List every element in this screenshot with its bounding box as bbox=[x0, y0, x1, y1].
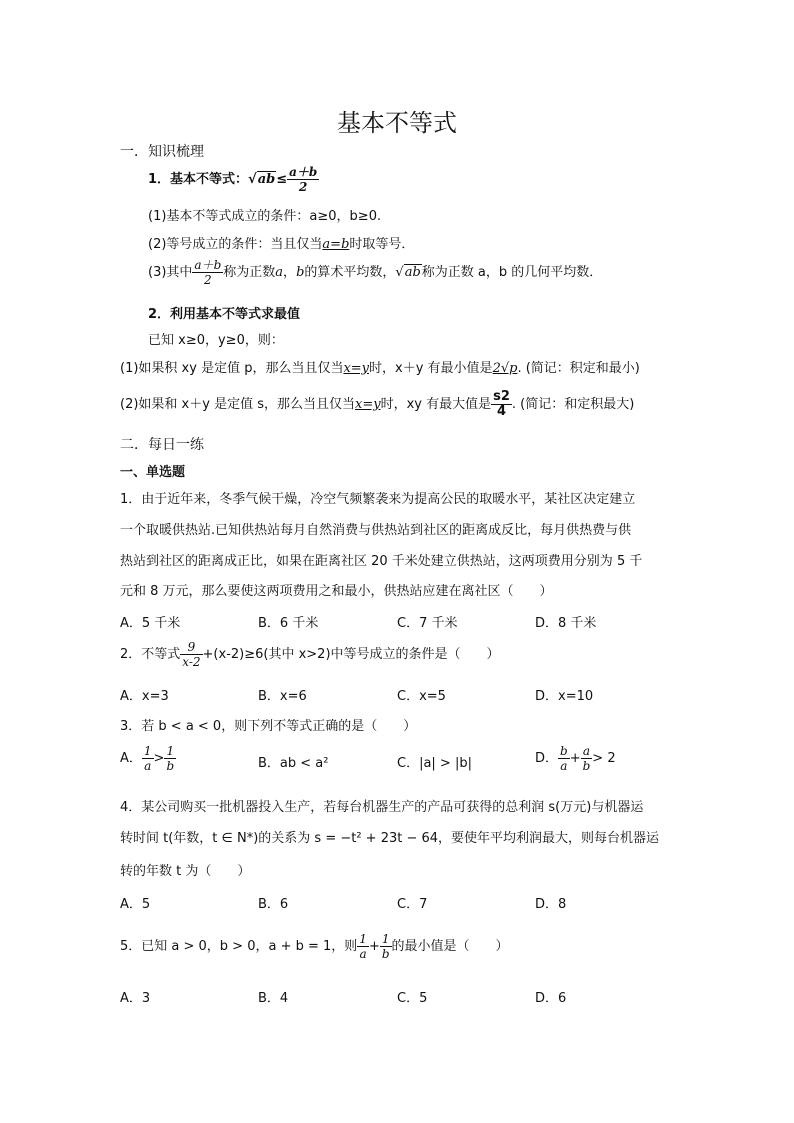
q5-option-b[interactable]: B．4 bbox=[258, 991, 289, 1006]
eq-underline: a=b bbox=[322, 237, 350, 252]
condition-2: (2)等号成立的条件：当且仅当a=b时取等号． bbox=[148, 237, 415, 252]
q1-option-a[interactable]: A．5 千米 bbox=[120, 616, 181, 631]
fraction: $\frac{1}{b}$ bbox=[381, 932, 390, 961]
section2-heading: 二．每日一练 bbox=[120, 437, 204, 453]
sqrt-content: ab bbox=[257, 172, 276, 187]
fraction: $\frac{b}{a}$ bbox=[560, 744, 568, 773]
page-title: 基本不等式 bbox=[337, 109, 457, 137]
q5-stem: 5．已知 a > 0，b > 0，a + b = 1，则 $\frac{1}{a}$ + $\frac{1}{b}$ 的最小值是（ ） bbox=[120, 932, 509, 961]
q1-line-4: 元和 8 万元，那么要使这两项费用之和最小，供热站应建在离社区（ ） bbox=[120, 584, 553, 599]
q1-option-d[interactable]: D．8 千米 bbox=[535, 616, 597, 631]
fraction: $\frac{1}{a}$ bbox=[143, 744, 152, 773]
sqrt-icon: √ bbox=[395, 265, 404, 280]
fraction: $\frac{9}{x-2}$ bbox=[182, 640, 201, 669]
q1-line-1: 1．由于近年来，冬季气候干燥，冷空气频繁袭来为提高公民的取暖水平，某社区决定建立 bbox=[120, 492, 636, 507]
fraction: $\frac{1}{b}$ bbox=[166, 744, 175, 773]
known-condition: 已知 x≥0，y≥0，则： bbox=[148, 333, 284, 348]
q1-line-2: 一个取暖供热站.已知供热站每月自然消费与供热站到社区的距离成反比，每月供热费与供 bbox=[120, 523, 632, 538]
sqrt-icon: √ bbox=[248, 172, 257, 187]
q2-option-b[interactable]: B．x=6 bbox=[258, 689, 307, 704]
q3-option-a[interactable]: A． $\frac{1}{a}$ > $\frac{1}{b}$ bbox=[120, 744, 175, 773]
sqrt-content: ab bbox=[404, 265, 421, 280]
item1-label: 1．基本不等式： bbox=[148, 172, 249, 187]
condition-1: (1)基本不等式成立的条件：a≥0，b≥0. bbox=[148, 209, 382, 224]
fraction: $\frac{a+b}{2}$ bbox=[194, 258, 222, 287]
q5-option-c[interactable]: C．5 bbox=[397, 991, 428, 1006]
q4-option-a[interactable]: A．5 bbox=[120, 897, 151, 912]
fraction: $\frac{a+b}{2}$ bbox=[289, 165, 318, 194]
fraction: $\frac{a}{b}$ bbox=[582, 744, 591, 773]
single-choice-heading: 一、单选题 bbox=[120, 465, 186, 480]
q5-option-d[interactable]: D．6 bbox=[535, 991, 567, 1006]
basic-inequality-line bbox=[148, 165, 319, 194]
rule-1: (1)如果积 xy 是定值 p，那么当且仅当x=y时，x＋y 有最小值是2√p. (简记：积定和最小) bbox=[120, 361, 640, 376]
q4-option-d[interactable]: D．8 bbox=[535, 897, 567, 912]
q4-line-1: 4．某公司购买一批机器投入生产，若每台机器生产的产品可获得的总利润 s(万元)与机器运 bbox=[120, 800, 644, 815]
q2-option-d[interactable]: D．x=10 bbox=[535, 689, 594, 704]
q1-option-c[interactable]: C．7 千米 bbox=[397, 616, 458, 631]
fraction: $\frac{s2}{4}$ bbox=[493, 389, 510, 419]
q4-line-3: 转的年数 t 为（ ） bbox=[120, 864, 251, 879]
q4-option-c[interactable]: C．7 bbox=[397, 897, 428, 912]
condition-3: (3)其中 $\frac{a+b}{2}$ 称为正数a，b的算术平均数，√ab称为正数 a，b 的几何平均数． bbox=[148, 258, 603, 287]
q3-option-d[interactable]: D． $\frac{b}{a}$ + $\frac{a}{b}$ > 2 bbox=[535, 744, 616, 773]
q2-stem: 2．不等式 $\frac{9}{x-2}$ +(x-2)≥6(其中 x>2)中等号成立的条件是（ ） bbox=[120, 640, 500, 669]
q3-stem: 3．若 b < a < 0，则下列不等式正确的是（ ） bbox=[120, 719, 417, 734]
q2-option-a[interactable]: A．x=3 bbox=[120, 689, 169, 704]
rule-2: (2)如果和 x＋y 是定值 s，那么当且仅当x=y时，xy 有最大值是 $\frac{s2}{4}$ . (简记：和定积最大) bbox=[120, 389, 635, 419]
section1-heading: 一．知识梳理 bbox=[120, 144, 204, 160]
q1-option-b[interactable]: B．6 千米 bbox=[258, 616, 319, 631]
q3-option-c[interactable]: C．|a| > |b| bbox=[397, 756, 472, 771]
leq-symbol: ≤ bbox=[276, 172, 288, 187]
item-2-heading: 2．利用基本不等式求最值 bbox=[148, 307, 301, 322]
q5-option-a[interactable]: A．3 bbox=[120, 991, 151, 1006]
fraction: $\frac{1}{a}$ bbox=[359, 932, 367, 961]
q2-option-c[interactable]: C．x=5 bbox=[397, 689, 446, 704]
q4-option-b[interactable]: B．6 bbox=[258, 897, 289, 912]
q3-option-b[interactable]: B．ab < a² bbox=[258, 756, 329, 771]
q4-line-2: 转时间 t(年数，t ∈ N*)的关系为 s = −t² + 23t − 64，要使年平均利润最大，则每台机器运 bbox=[120, 831, 660, 846]
q1-line-3: 热站到社区的距离成正比，如果在距离社区 20 千米处建立供热站，这两项费用分别为 5 千 bbox=[120, 554, 643, 569]
